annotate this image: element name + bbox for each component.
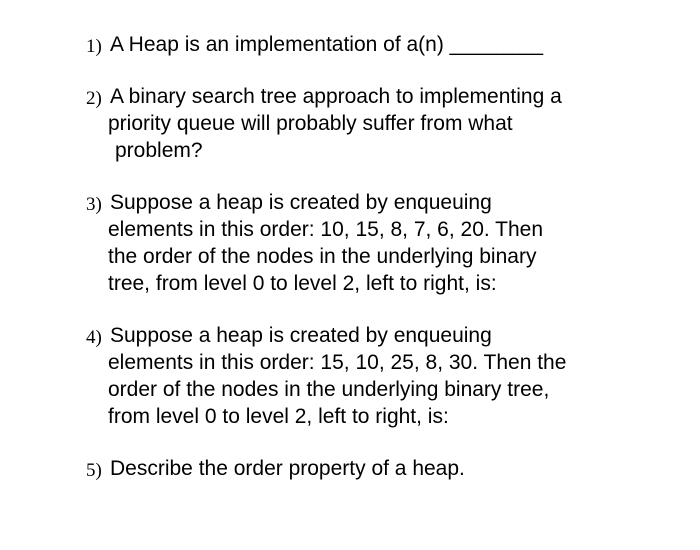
question-number: 1) xyxy=(86,36,102,57)
question-text-line: Describe the order property of a heap. xyxy=(110,457,465,480)
question-text-line: elements in this order: 15, 10, 25, 8, 30. Then the xyxy=(108,351,567,374)
question-text-line: elements in this order: 10, 15, 8, 7, 6, 20. Then xyxy=(108,218,544,241)
question-text-line: the order of the nodes in the underlying binary xyxy=(108,245,537,268)
question-number: 5) xyxy=(86,460,102,481)
question-text-line: problem? xyxy=(115,139,203,162)
question-text-line: Suppose a heap is created by enqueuing xyxy=(110,191,492,214)
question-text-line: from level 0 to level 2, left to right, is: xyxy=(108,405,449,428)
question-number: 3) xyxy=(86,194,102,215)
question-text-line: Suppose a heap is created by enqueuing xyxy=(110,324,492,347)
question-text-line: tree, from level 0 to level 2, left to right, is: xyxy=(108,272,497,295)
question-text-line: order of the nodes in the underlying binary tree, xyxy=(108,378,550,401)
question-text-line: A Heap is an implementation of a(n) ________ xyxy=(110,33,544,56)
question-text-line: priority queue will probably suffer from what xyxy=(108,112,513,135)
question-number: 4) xyxy=(86,327,102,348)
question-text-line: A binary search tree approach to implementing a xyxy=(110,85,562,108)
question-number: 2) xyxy=(86,88,102,109)
